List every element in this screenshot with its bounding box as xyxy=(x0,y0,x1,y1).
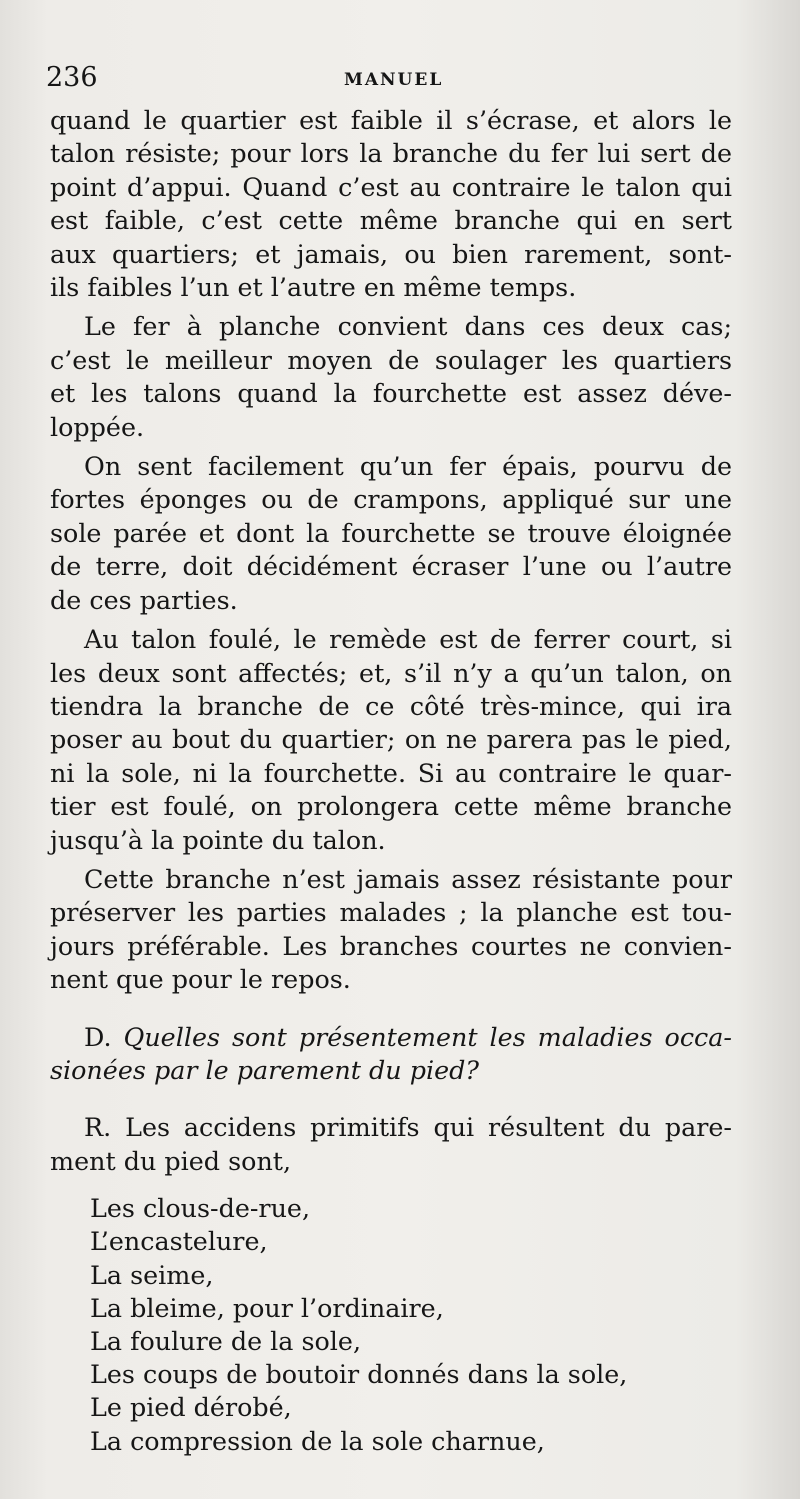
list-item: L’encastelure, xyxy=(90,1226,268,1257)
text-line: On sent facilement qu’un fer épais, pourvu de xyxy=(84,451,732,482)
answer-text: Les accidens primitifs qui résultent du pare- xyxy=(125,1112,732,1143)
answer-text: ment du pied sont, xyxy=(50,1145,292,1176)
paragraph-4 xyxy=(50,623,732,857)
text-line: de terre, doit décidément écraser l’une ou l’autre xyxy=(50,551,732,582)
text-line: nent que pour le repos. xyxy=(50,964,351,995)
list-item: Le pied dérobé, xyxy=(90,1392,292,1423)
text-line: sole parée et dont la fourchette se trouve éloignée xyxy=(50,517,732,548)
question-paragraph xyxy=(50,1021,732,1088)
text-line: jusqu’à la pointe du talon. xyxy=(50,824,386,855)
list-item: Les clous-de-rue, xyxy=(90,1193,311,1224)
list-item: La bleime, pour l’ordinaire, xyxy=(90,1292,444,1323)
list-item: La compression de la sole charnue, xyxy=(90,1425,545,1456)
page-number: 236 xyxy=(46,62,98,93)
text-line: de ces parties. xyxy=(50,584,238,615)
text-line: ils faibles l’un et l’autre en même temps. xyxy=(50,272,577,303)
disease-list xyxy=(50,1192,732,1458)
paragraph-2 xyxy=(50,310,732,444)
text-line: préserver les parties malades ; la planche est tou- xyxy=(50,897,732,928)
text-line: quand le quartier est faible il s’écrase, et alors le xyxy=(50,105,732,135)
text-line: Cette branche n’est jamais assez résistante pour xyxy=(84,863,732,894)
text-line: talon résiste; pour lors la branche du fer lui sert de xyxy=(50,138,732,169)
paragraph-5 xyxy=(50,863,732,997)
text-line: Le fer à planche convient dans ces deux cas; xyxy=(84,311,732,342)
paragraph-3 xyxy=(50,450,732,617)
text-line: ni la sole, ni la fourchette. Si au contraire le quar- xyxy=(50,757,732,788)
question-text: sionées par le parement du pied? xyxy=(50,1054,479,1085)
text-line: point d’appui. Quand c’est au contraire le talon qui xyxy=(50,171,732,202)
paragraph-1 xyxy=(50,104,732,304)
text-line: aux quartiers; et jamais, ou bien rarement, sont- xyxy=(50,238,732,269)
text-line: jours préférable. Les branches courtes ne convien- xyxy=(50,930,732,961)
text-line: loppée. xyxy=(50,411,145,442)
page-header xyxy=(46,62,736,102)
list-item: La foulure de la sole, xyxy=(90,1326,362,1356)
text-line: c’est le meilleur moyen de soulager les quartiers xyxy=(50,344,732,375)
text-line: Au talon foulé, le remède est de ferrer court, si xyxy=(84,624,732,655)
text-line: poser au bout du quartier; on ne parera pas le pied, xyxy=(50,724,732,755)
text-line xyxy=(50,1111,732,1144)
question-text: Quelles sont présentement les maladies occa- xyxy=(123,1021,732,1052)
answer-paragraph xyxy=(50,1111,732,1178)
list-item: Les coups de boutoir donnés dans la sole, xyxy=(90,1359,628,1390)
text-line: est faible, c’est cette même branche qui en sert xyxy=(50,205,732,236)
body-text xyxy=(50,104,732,1458)
question-marker: D. xyxy=(84,1021,112,1052)
list-item: La seime, xyxy=(90,1259,214,1290)
text-line: les deux sont affectés; et, s’il n’y a qu’un talon, on xyxy=(50,657,732,688)
text-line xyxy=(50,1021,732,1054)
text-line: fortes éponges ou de crampons, appliqué sur une xyxy=(50,484,732,515)
text-line: tier est foulé, on prolongera cette même branche xyxy=(50,791,732,822)
text-line: et les talons quand la fourchette est assez déve- xyxy=(50,378,732,409)
answer-marker: R. xyxy=(84,1112,112,1143)
text-line: tiendra la branche de ce côté très-mince, qui ira xyxy=(50,690,732,721)
running-head: MANUEL xyxy=(344,70,444,90)
